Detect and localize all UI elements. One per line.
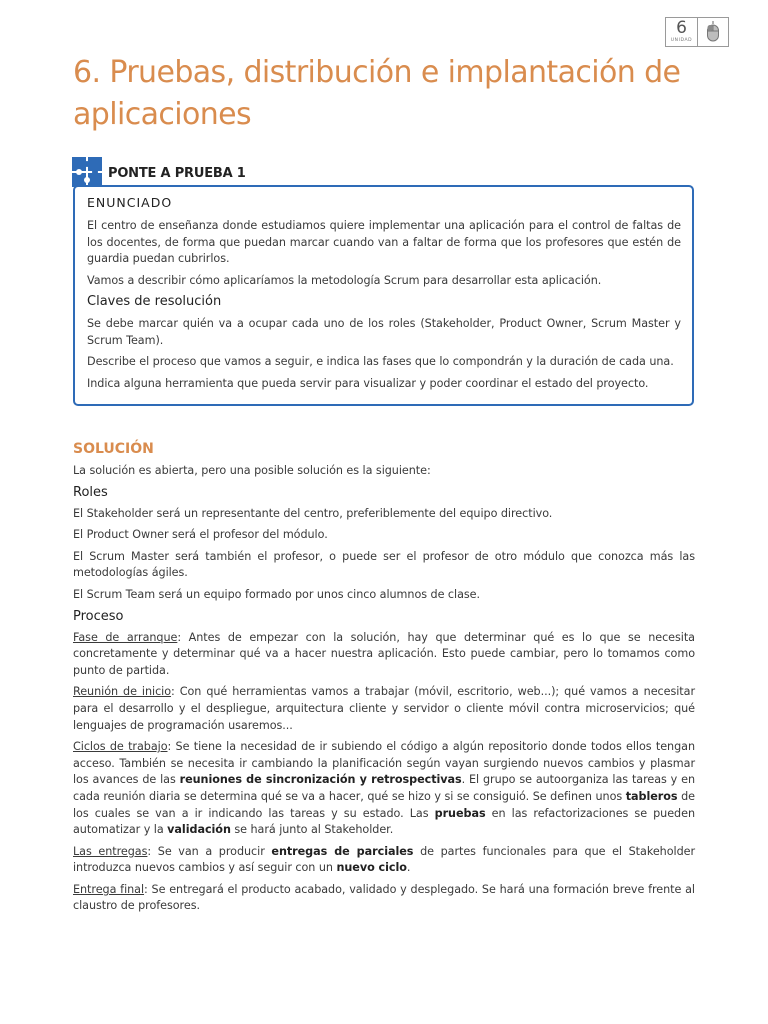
ciclos-bold-3: pruebas	[434, 806, 486, 820]
role-paragraph: El Scrum Team será un equipo formado por unos cinco alumnos de clase.	[73, 587, 481, 601]
enunciado-label: ENUNCIADO	[87, 195, 173, 210]
role-paragraph: El Scrum Master será también el profesor, o puede ser el profesor de otro módulo que conozca más las metodologías ágiles.	[73, 549, 695, 580]
process-heading: Proceso	[73, 608, 124, 624]
solution-intro: La solución es abierta, pero una posible solución es la siguiente:	[73, 464, 431, 477]
entregas-text-1: : Se van a producir	[147, 844, 272, 858]
role-paragraph: El Stakeholder será un representante del centro, preferiblemente del equipo directivo.	[73, 506, 553, 520]
clave-item: Indica alguna herramienta que pueda servir para visualizar y poder coordinar el estado del proyecto.	[87, 376, 649, 390]
exercise-heading: PONTE A PRUEBA 1	[108, 166, 246, 181]
reunion-inicio-text: : Con qué herramientas vamos a trabajar (móvil, escritorio, web...); qué vamos a necesitar para el desarrollo y el despliegue, arquitectura cliente y servidor o cliente móvil contra microservicios; qué lenguajes de programación usaremos...	[73, 685, 695, 732]
enunciado-paragraph: Vamos a describir cómo aplicaríamos la metodología Scrum para desarrollar esta aplicación.	[87, 273, 602, 287]
ciclos-paragraph	[73, 739, 695, 839]
entrega-final-paragraph	[73, 882, 695, 915]
unit-label: UNIDAD	[670, 38, 693, 43]
entregas-text-2: de partes funcionales para que el Stakeholder introduzca nuevos cambios y así seguir con un	[73, 844, 696, 875]
entregas-term: Las entregas	[73, 844, 148, 858]
unit-number-cell	[666, 18, 698, 46]
entrega-final-text: : Se entregará el producto acabado, validado y desplegado. Se hará una formación breve frente al claustro de profesores.	[73, 882, 695, 913]
solution-heading: SOLUCIÓN	[73, 441, 154, 457]
ciclos-text-2: . El grupo se autoorganiza las tareas y en cada reunión diaria se determina qué se va a hacer, qué se hizo y si se consiguió. Se definen unos	[73, 773, 696, 803]
ciclos-bold-1: reuniones de sincronización y retrospectivas	[179, 773, 462, 787]
entregas-bold-2: nuevo ciclo	[336, 861, 407, 875]
unit-badge	[665, 17, 729, 47]
roles-heading: Roles	[73, 484, 108, 500]
entregas-bold-1: entregas de parciales	[271, 844, 414, 858]
ciclos-bold-2: tableros	[625, 789, 678, 803]
ciclos-text-5: se hará junto al Stakeholder.	[230, 823, 394, 837]
fase-arranque-term: Fase de arranque	[73, 630, 178, 644]
fase-arranque-text: : Antes de empezar con la solución, hay que determinar qué es lo que se necesita concretamente y determinar qué va a hacer nuestra aplicación. Esto puede cambiar, pero lo tomamos como punto de partida.	[73, 630, 695, 677]
unit-number: 6	[676, 18, 687, 38]
exercise-box	[73, 185, 694, 406]
ciclos-bold-4: validación	[167, 823, 231, 837]
reunion-inicio-paragraph	[73, 684, 695, 734]
role-paragraph: El Product Owner será el profesor del módulo.	[73, 528, 328, 542]
entregas-paragraph	[73, 844, 695, 877]
entrega-final-term: Entrega final	[73, 882, 145, 896]
ciclos-text-1: : Se tiene la necesidad de ir subiendo el código a algún repositorio donde todos ellos tengan acceso. También se necesita ir cambiando la planificación según vayan surgiendo nuevos cambios y plasmar los avances de las	[73, 740, 696, 787]
clave-item: Describe el proceso que vamos a seguir, e indica las fases que lo compondrán y la duración de cada una.	[87, 355, 674, 368]
fase-arranque-paragraph	[73, 630, 695, 680]
enunciado-paragraph: El centro de enseñanza donde estudiamos quiere implementar una aplicación para el control de faltas de los docentes, de forma que puedan marcar cuando van a faltar de forma que los profesores que estén de guardia puedan cubrirlos.	[87, 219, 681, 265]
ciclos-text-4: en las refactorizaciones se pueden automatizar y la	[73, 806, 695, 837]
solution-section	[73, 440, 695, 920]
reunion-inicio-term: Reunión de inicio	[73, 685, 172, 699]
ciclos-term: Ciclos de trabajo	[73, 740, 168, 754]
ciclos-text-3: de los cuales se van a ir indicando las tareas y su estado. Las	[73, 789, 695, 820]
mouse-icon	[698, 18, 728, 46]
page-title: 6. Pruebas, distribución e implantación de aplicaciones	[73, 55, 681, 132]
clave-item: Se debe marcar quién va a ocupar cada uno de los roles (Stakeholder, Product Owner, Scrum Master y Scrum Team).	[87, 317, 681, 347]
entregas-text-3: .	[406, 861, 411, 875]
claves-label: Claves de resolución	[87, 294, 222, 309]
